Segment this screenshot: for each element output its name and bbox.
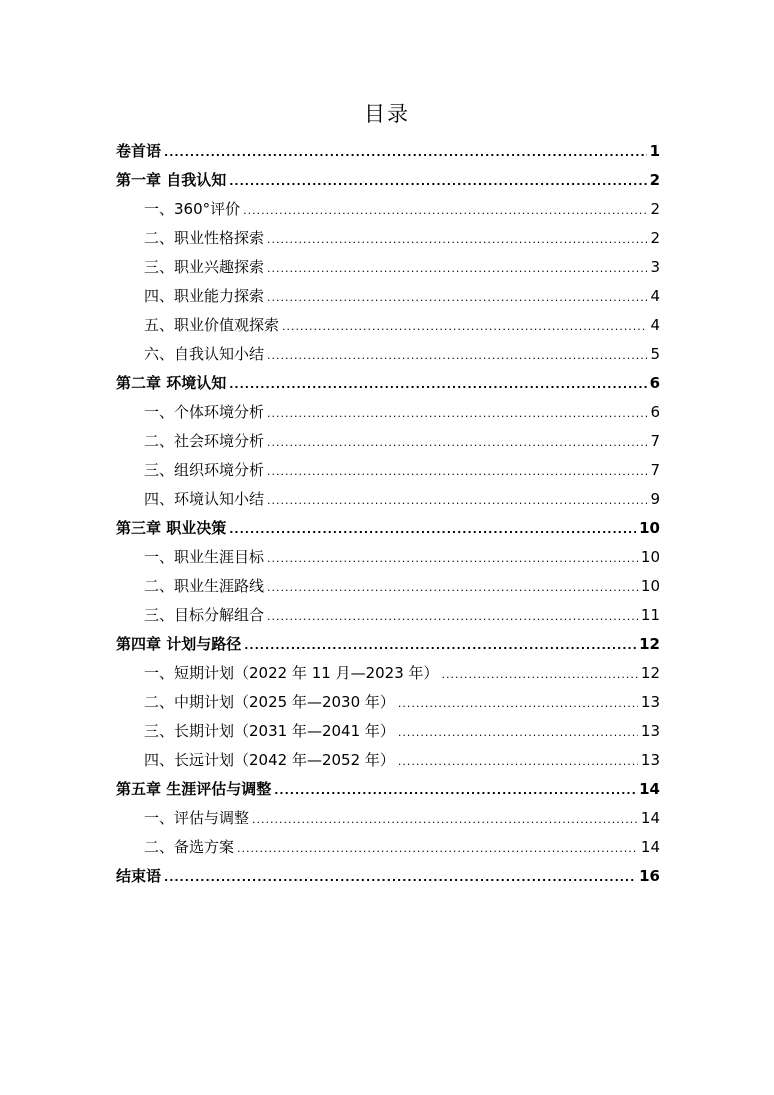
toc-dot-leader [398,718,638,747]
toc-page-number: 5 [650,345,660,363]
toc-entry-section[interactable] [116,485,660,514]
toc-entry-title: 一、职业生涯目标 [144,548,265,566]
toc-page-number: 7 [650,432,660,450]
toc-page-number: 14 [639,780,660,798]
toc-entry-title: 一、360°评价 [144,200,241,218]
toc-page-number: 2 [649,171,660,189]
toc-entry-section[interactable] [116,804,660,833]
toc-entry-title: 一、个体环境分析 [144,403,265,421]
toc-entry-preface[interactable] [116,137,660,166]
toc-entry-section[interactable] [116,456,660,485]
toc-dot-leader [229,370,646,399]
toc-entry-title: 一、短期计划（2022 年 11 月—2023 年） [144,664,439,682]
toc-dot-leader [164,138,647,167]
toc-dot-leader [237,834,638,863]
toc-entry-title: 五、职业价值观探索 [144,316,280,334]
toc-dot-leader [282,312,647,341]
toc-page-number: 16 [639,867,660,885]
toc-entry-title: 二、中期计划（2025 年—2030 年） [144,693,395,711]
toc-entry-section[interactable] [116,224,660,253]
toc-page-number: 13 [640,722,660,740]
toc-entry-title: 三、职业兴趣探索 [144,258,265,276]
toc-dot-leader [267,254,647,283]
toc-dot-leader [267,602,638,631]
toc-entry-title: 二、职业性格探索 [144,229,265,247]
toc-entry-title: 第三章 职业决策 [116,519,227,537]
toc-entry-section[interactable] [116,282,660,311]
toc-entry-section[interactable] [116,195,660,224]
toc-entry-title: 二、社会环境分析 [144,432,265,450]
toc-entry-section[interactable] [116,688,660,717]
toc-page-number: 12 [640,664,660,682]
toc-entry-chapter-4[interactable] [116,630,660,659]
toc-entry-title: 第四章 计划与路径 [116,635,242,653]
toc-entry-section[interactable] [116,601,660,630]
toc-dot-leader [229,167,646,196]
toc-page-number: 2 [650,200,660,218]
toc-dot-leader [267,399,647,428]
toc-entry-title: 三、长期计划（2031 年—2041 年） [144,722,395,740]
toc-dot-leader [398,747,638,776]
toc-entry-section[interactable] [116,398,660,427]
toc-entry-section[interactable] [116,659,660,688]
toc-dot-leader [267,428,647,457]
toc-entry-title: 三、目标分解组合 [144,606,265,624]
toc-entry-title: 四、长远计划（2042 年—2052 年） [144,751,395,769]
toc-page-number: 4 [650,287,660,305]
toc-entry-section[interactable] [116,833,660,862]
toc-dot-leader [267,283,647,312]
toc-dot-leader [267,544,638,573]
toc-entry-title: 四、环境认知小结 [144,490,265,508]
toc-entry-epilogue[interactable] [116,862,660,891]
toc-page-number: 10 [640,577,660,595]
toc-page-number: 2 [650,229,660,247]
table-of-contents [116,137,660,891]
toc-dot-leader [398,689,638,718]
toc-dot-leader [274,776,636,805]
toc-page-number: 12 [639,635,660,653]
toc-entry-title: 一、评估与调整 [144,809,250,827]
toc-entry-title: 三、组织环境分析 [144,461,265,479]
toc-dot-leader [442,660,638,689]
toc-entry-title: 第一章 自我认知 [116,171,227,189]
toc-page-number: 3 [650,258,660,276]
toc-page-number: 10 [639,519,660,537]
toc-entry-section[interactable] [116,746,660,775]
toc-dot-leader [244,631,636,660]
toc-page-number: 14 [640,838,660,856]
toc-dot-leader [267,486,647,515]
toc-page-number: 10 [640,548,660,566]
toc-page-number: 6 [649,374,660,392]
toc-entry-title: 第五章 生涯评估与调整 [116,780,272,798]
toc-entry-chapter-2[interactable] [116,369,660,398]
toc-entry-section[interactable] [116,311,660,340]
toc-dot-leader [267,457,647,486]
toc-entry-section[interactable] [116,427,660,456]
toc-page-number: 11 [640,606,660,624]
toc-dot-leader [164,863,636,892]
toc-page-number: 9 [650,490,660,508]
toc-entry-section[interactable] [116,572,660,601]
toc-entry-section[interactable] [116,253,660,282]
toc-entry-title: 第二章 环境认知 [116,374,227,392]
toc-dot-leader [252,805,638,834]
toc-page-number: 13 [640,693,660,711]
page-title: 目录 [364,102,410,126]
toc-entry-chapter-5[interactable] [116,775,660,804]
toc-entry-title: 结束语 [116,867,162,885]
toc-page-number: 14 [640,809,660,827]
toc-entry-section[interactable] [116,717,660,746]
toc-entry-section[interactable] [116,543,660,572]
toc-entry-title: 四、职业能力探索 [144,287,265,305]
toc-page-number: 7 [650,461,660,479]
toc-page-number: 1 [649,142,660,160]
toc-entry-section[interactable] [116,340,660,369]
toc-page-number: 6 [650,403,660,421]
toc-dot-leader [267,573,638,602]
toc-dot-leader [267,341,647,370]
toc-entry-title: 二、职业生涯路线 [144,577,265,595]
toc-entry-title: 六、自我认知小结 [144,345,265,363]
toc-entry-title: 二、备选方案 [144,838,235,856]
toc-entry-title: 卷首语 [116,142,162,160]
toc-dot-leader [229,515,636,544]
toc-entry-chapter-1[interactable] [116,166,660,195]
toc-page-number: 4 [650,316,660,334]
toc-page-number: 13 [640,751,660,769]
toc-entry-chapter-3[interactable] [116,514,660,543]
toc-dot-leader [267,225,647,254]
toc-dot-leader [243,196,647,225]
